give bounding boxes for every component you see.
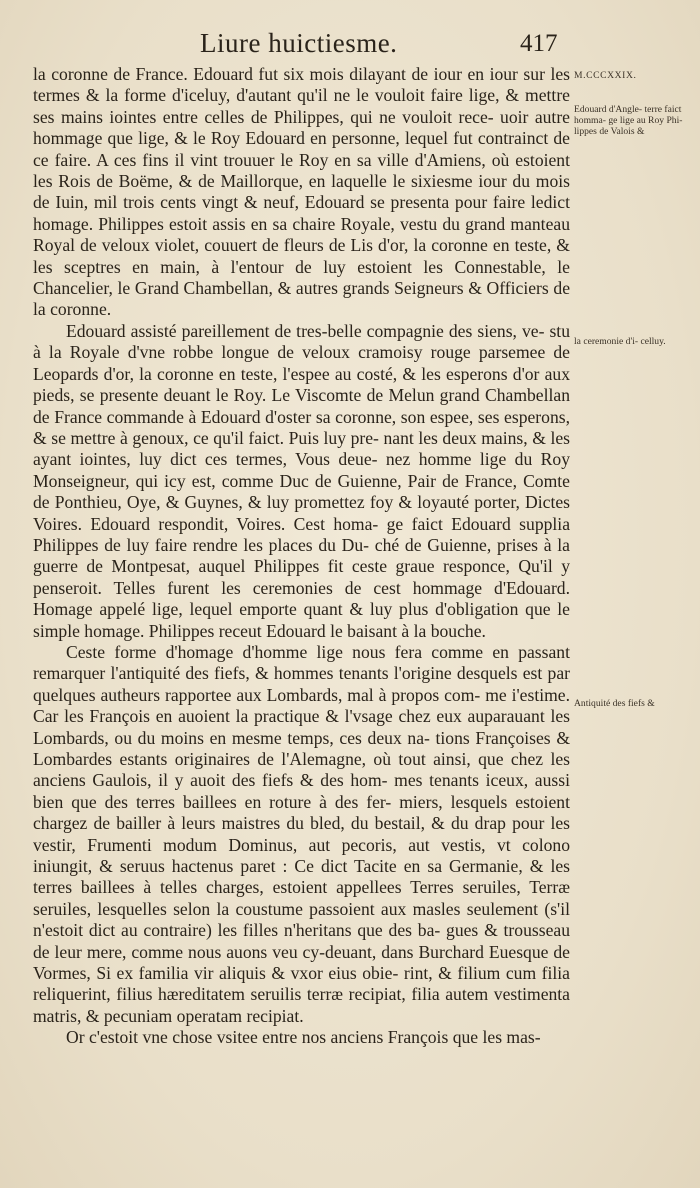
- marginal-note-homage: Edouard d'Angle- terre faict homma- ge lige au Roy Phi- lippes de Valois &: [574, 104, 683, 137]
- paragraph-2: Edouard assisté pareillement de tres-belle compagnie des siens, ve- stu à la Royale d'vne robbe longue de veloux cramoisy rouge parsemee de Leopards d'or, la coronne en teste, l'espee au costé, & les esperons d'or aux pieds, se presente deuant le Roy. Le Viscomte de Melun grand Chambellan de France commande à Edouard d'oster sa coronne, son espee, ses esperons, & se mettre à genoux, ce qu'il faict. Puis luy pre- nant les deux mains, & les ayant iointes, luy dict ces termes, Vous deue- nez homme lige du Roy Monseigneur, qui icy est, comme Duc de Guienne, Pair de France, Comte de Ponthieu, Oye, & Guynes, & luy promettez foy & loyauté porter, Dictes Voires. Edouard respondit, Voires. Cest homa- ge faict Edouard supplia Philippes de luy faire rendre les places du Du- ché de Guienne, prises à la guerre de Montpesat, auquel Philippes fit ceste graue responce, Qu'il y penseroit. Telles furent les ceremonies de cest hommage d'Edouard. Homage appelé lige, lequel emporte quant & luy plus d'obligation que le simple homage. Philippes receut Edouard le baisant à la bouche.: [33, 320, 570, 641]
- page-number: 417: [520, 30, 558, 57]
- marginal-note-ceremony: la ceremonie d'i- celluy.: [574, 336, 666, 347]
- running-title: Liure huictiesme.: [200, 28, 398, 58]
- marginal-note-antiquity: Antiquité des fiefs &: [574, 698, 655, 709]
- paragraph-3: Ceste forme d'homage d'homme lige nous fera comme en passant remarquer l'antiquité des fiefs, & hommes tenants l'origine desquels est par quelques autheurs rapportee aux Lombards, mal à propos com- me i'estime. Car les François en auoient la practique & l'vsage chez eux auparauant les Lombards, ou du moins en mesme temps, ces deux na- tions Françoises & Lombardes estants originaires de l'Alemagne, où tout ainsi, que chez les anciens Gaulois, il y auoit des fiefs & des hom- mes tenants iceux, aussi bien que des terres baillees en roture à des fer- miers, lesquels estoient chargez de bailler à leurs maistres du bled, du bestail, & du drap pour les vestir, Frumenti modum Dominus, aut pecoris, aut vestis, vt colono iniungit, & seruus hactenus paret : Ce dict Tacite en sa Germanie, & les terres baillees à telles charges, estoient appellees Terres seruiles, Terræ seruiles, lesquelles selon la coustume passoient aux masles seulement (s'il n'estoit dict au contraire) les filles n'heritans que des ba- gues & trousseau de leur mere, comme nous auons veu cy-deuant, dans Burchard Euesque de Vormes, Si ex familia vir aliquis & vxor eius obie- rint, & filium cum filia reliquerint, filius hæreditatem seruilis terræ recipiat, filia autem vestimenta matris, & pecuniam operatam recipiat.: [33, 641, 570, 1026]
- page-header: [0, 28, 700, 68]
- main-text: [33, 64, 570, 1049]
- paragraph-1: la coronne de France. Edouard fut six mois dilayant de iour en iour sur les termes & la forme d'iceluy, d'autant qu'il ne le vouloit faire lige, & mettre ses mains iointes entre celles de Philippes, qui ne vouloit rece- uoir autre hommage que lige, & le Roy Edouard en personne, lequel fut contrainct de ce faire. A ces fins il vint trouuer le Roy en sa ville d'Amiens, où estoient les Rois de Boëme, & de Maillorque, en laquelle le sixiesme iour du mois de Iuin, mil trois cents vingt & neuf, Edouard se presenta pour faire ledict homage. Philippes estoit assis en sa chaire Royale, vestu du grand manteau Royal de veloux violet, couuert de fleurs de Lis d'or, la coronne en teste, & les sceptres en main, à l'entour de luy estoient les Connestable, le Chancelier, le Grand Chambellan, & autres grands Seigneurs & Officiers de la coronne.: [33, 64, 570, 320]
- paragraph-4: Or c'estoit vne chose vsitee entre nos anciens François que les mas-: [66, 1027, 541, 1048]
- marginal-year: M.CCCXXIX.: [574, 70, 637, 81]
